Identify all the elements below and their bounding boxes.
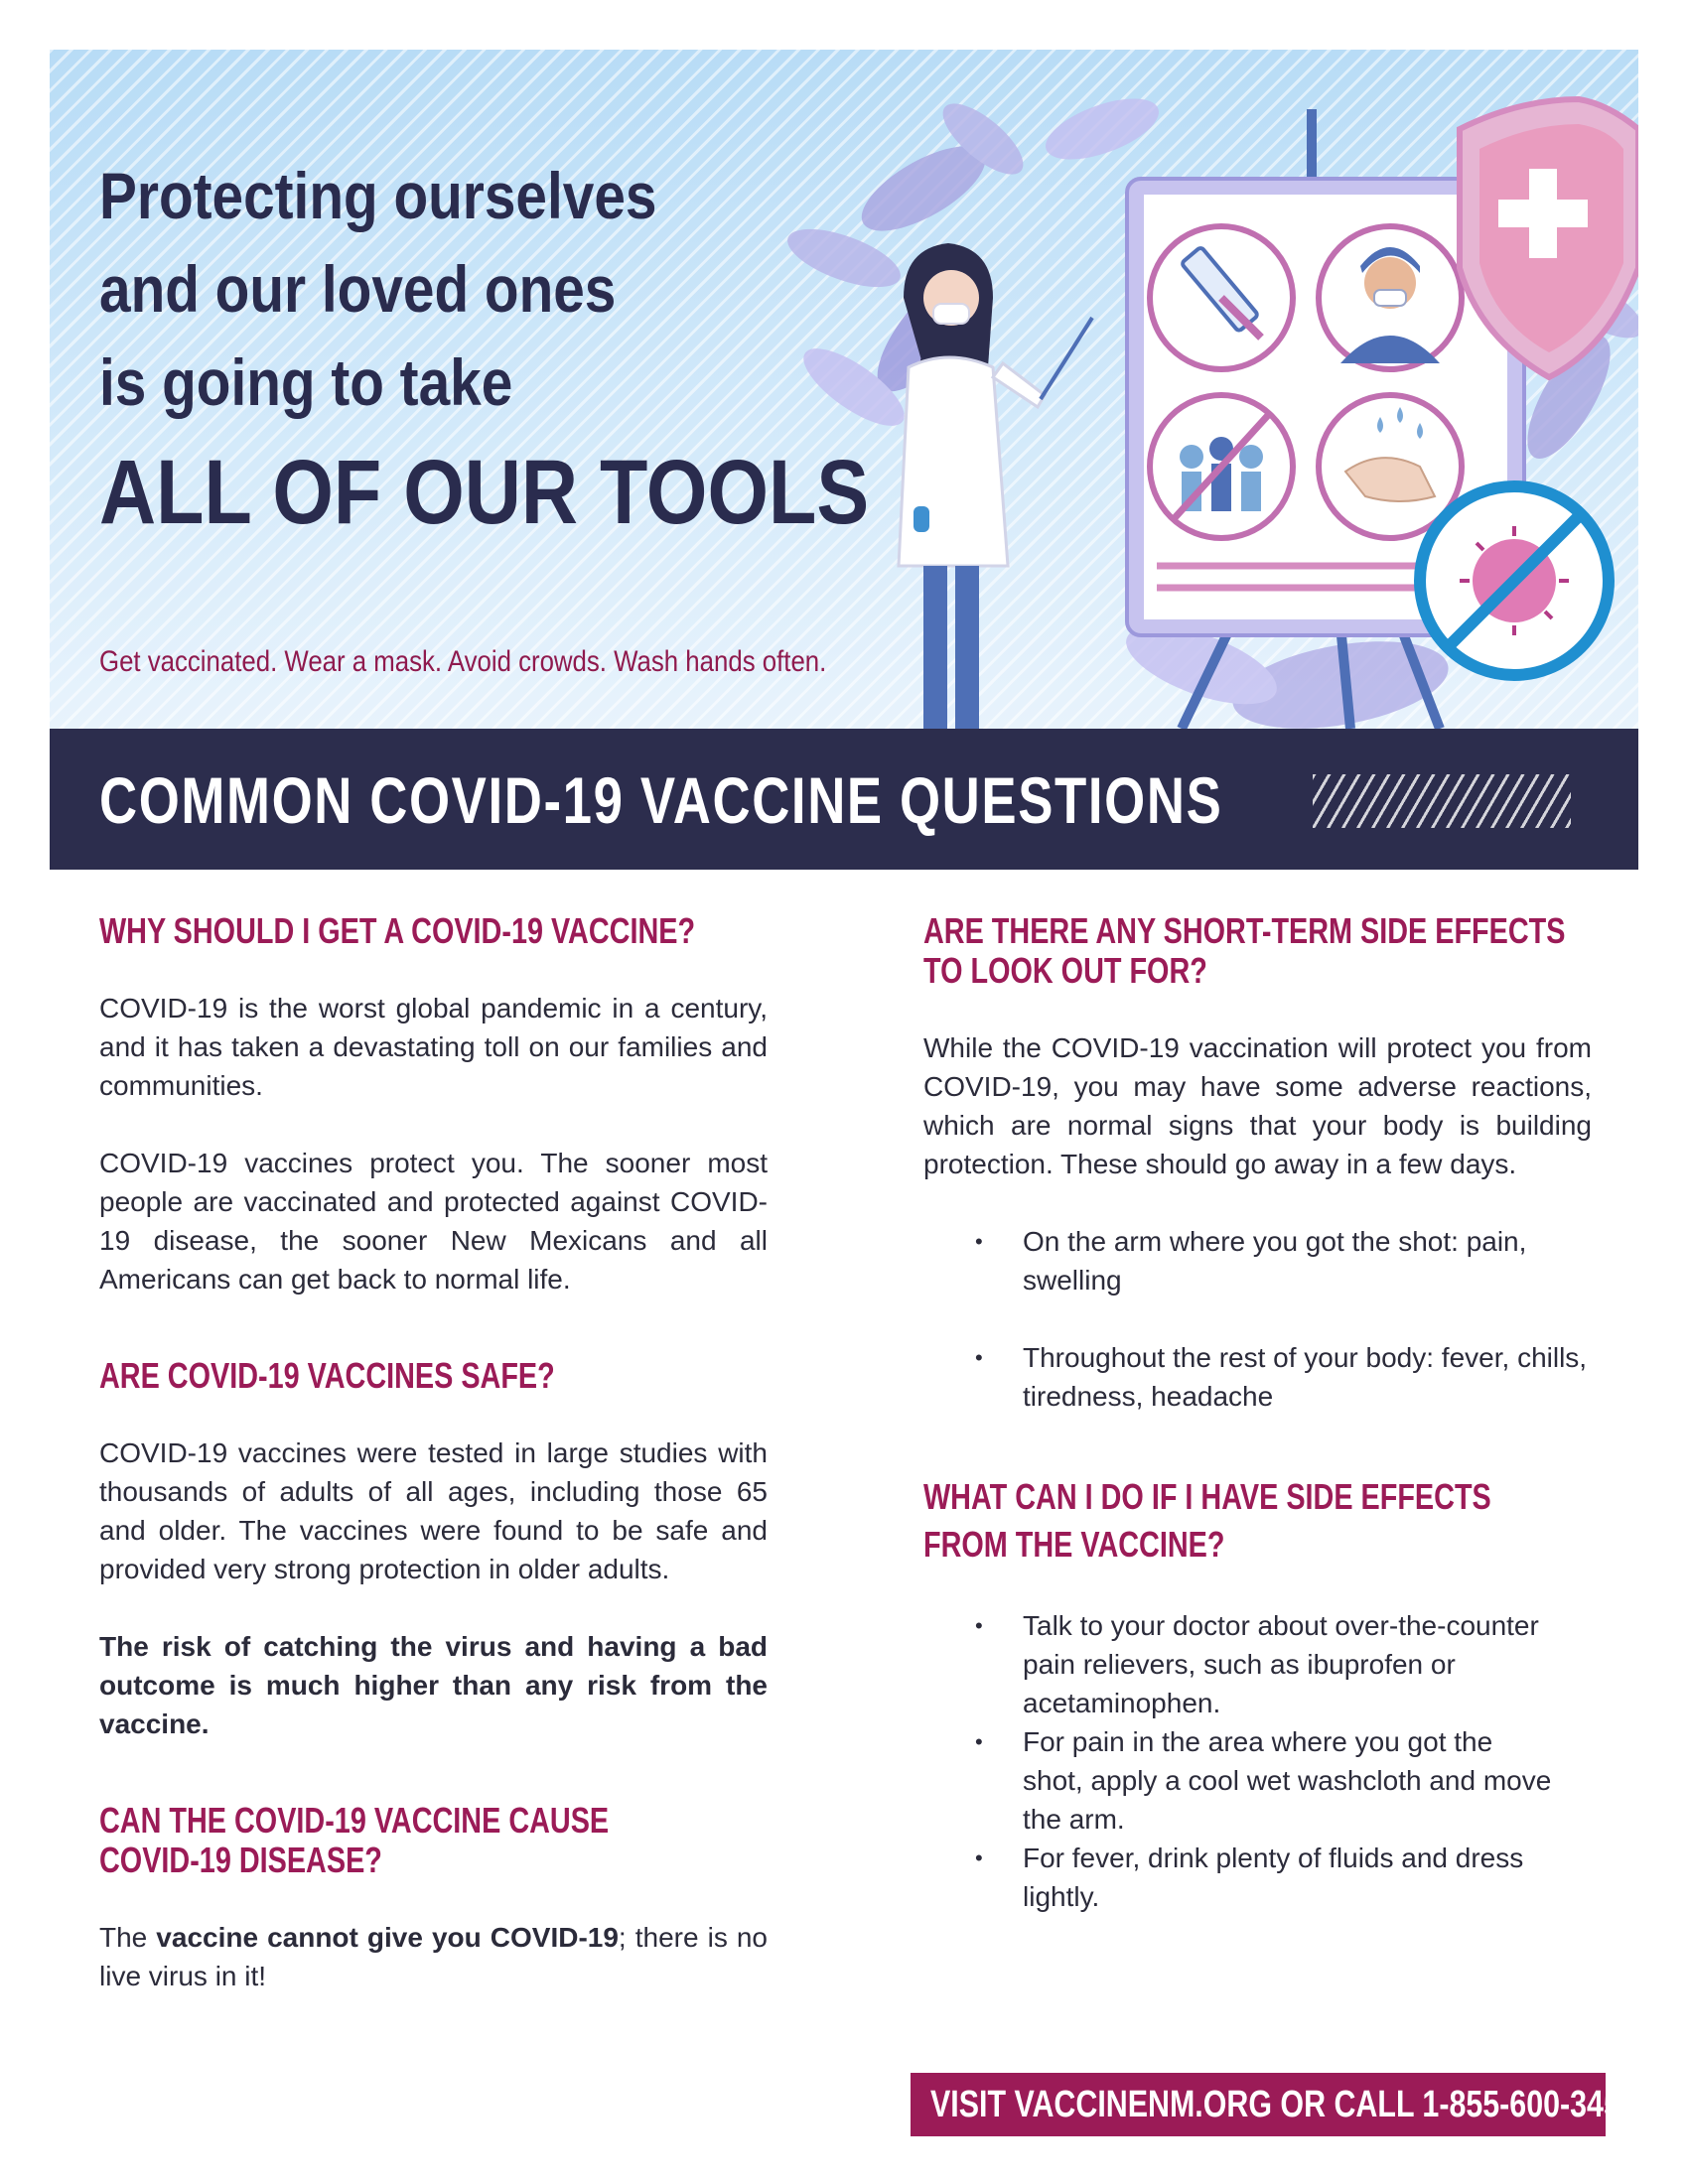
what-to-do-heading-line: FROM THE VACCINE? — [923, 1524, 1225, 1565]
list-item: • For pain in the area where you got the shot, apply a cool wet washcloth and move the arm. — [923, 1722, 1552, 1839]
cause-paragraph — [99, 1918, 768, 1995]
side-effects-heading-line: ARE THERE ANY SHORT-TERM SIDE EFFECTS — [923, 910, 1566, 951]
hero-title-emphasis: ALL OF OUR TOOLS — [99, 442, 870, 543]
safe-paragraph: COVID-19 vaccines were tested in large studies with thousands of adults of all ages, including those 65 and older. The vaccines were found to be safe and provided very strong protection in older adults. — [99, 1437, 768, 1584]
section-banner — [50, 729, 1638, 870]
hero-title-line: and our loved ones — [99, 252, 617, 326]
hero-title-line: is going to take — [99, 345, 513, 419]
doctor-presentation-illustration — [784, 69, 1638, 729]
cause-heading-line: COVID-19 DISEASE? — [99, 1840, 382, 1880]
why-paragraph: COVID-19 is the worst global pandemic in a century, and it has taken a devastating toll on our families and communities. — [99, 993, 768, 1101]
no-virus-icon — [1420, 486, 1609, 675]
hero-title — [99, 149, 894, 552]
side-effects-heading-line: TO LOOK OUT FOR? — [923, 950, 1207, 991]
list-item: • For fever, drink plenty of fluids and dress lightly. — [923, 1839, 1552, 1916]
side-effects-list — [923, 1222, 1592, 1416]
what-to-do-heading-line: WHAT CAN I DO IF I HAVE SIDE EFFECTS — [923, 1476, 1491, 1517]
doctor-figure — [899, 243, 1092, 729]
why-heading: WHY SHOULD I GET A COVID-19 VACCINE? — [99, 910, 696, 951]
banner-hatch-decoration — [1313, 774, 1571, 828]
contact-text: VISIT VACCINENM.ORG OR CALL 1-855-600-3453 — [930, 2084, 1637, 2125]
cause-heading — [99, 1801, 633, 1880]
why-paragraph: COVID-19 vaccines protect you. The sooner most people are vaccinated and protected against COVID-19 disease, the sooner New Mexicans and all Americans can get back to normal life. — [99, 1148, 768, 1295]
side-effects-heading — [923, 910, 1566, 991]
hero-title-line: Protecting ourselves — [99, 159, 657, 232]
no-crowds-icon — [1150, 395, 1293, 538]
cause-text-end: ; there is no live virus in it! — [99, 1922, 768, 1991]
side-effects-paragraph: While the COVID-19 vaccination will protect you from COVID-19, you may have some adverse reactions, which are normal signs that your body is building protection. These should go away in a few days. — [923, 1032, 1592, 1179]
syringe-icon — [1150, 226, 1293, 369]
safe-heading: ARE COVID-19 VACCINES SAFE? — [99, 1355, 555, 1396]
left-column — [99, 911, 768, 1995]
cause-text-bold: vaccine cannot give you COVID-19 — [156, 1922, 619, 1953]
safe-emphasis: The risk of catching the virus and having a bad outcome is much higher than any risk from the vaccine. — [99, 1631, 768, 1739]
hero-banner — [50, 50, 1638, 729]
right-column — [923, 911, 1592, 1916]
list-item: • Talk to your doctor about over-the-counter pain relievers, such as ibuprofen or acetaminophen. — [923, 1606, 1552, 1722]
cause-text-start: The — [99, 1922, 157, 1953]
contact-banner — [911, 2073, 1637, 2136]
masked-person-icon — [1319, 226, 1462, 369]
what-to-do-list — [923, 1606, 1592, 1916]
list-item: • Throughout the rest of your body: fever, chills, tiredness, headache — [923, 1338, 1592, 1416]
what-to-do-heading — [923, 1473, 1491, 1569]
hero-tagline: Get vaccinated. Wear a mask. Avoid crowds. Wash hands often. — [99, 645, 827, 678]
cause-heading-line: CAN THE COVID-19 VACCINE CAUSE — [99, 1800, 610, 1841]
banner-title: COMMON COVID-19 VACCINE QUESTIONS — [99, 763, 1223, 837]
list-item: • On the arm where you got the shot: pain, swelling — [923, 1222, 1592, 1299]
